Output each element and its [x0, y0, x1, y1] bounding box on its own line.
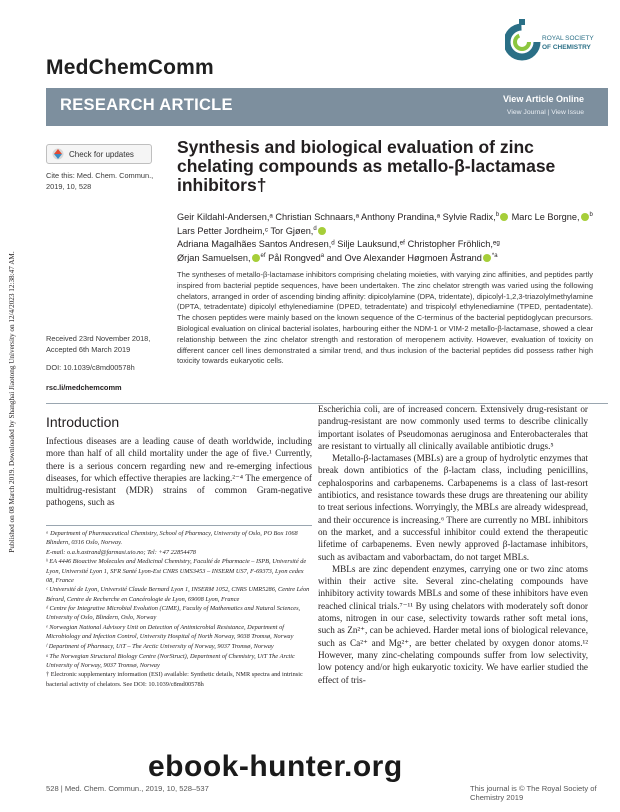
logo-line-2: OF CHEMISTRY — [542, 44, 591, 51]
authors-line-7: and Ove Alexander Høgmoen Åstrand — [326, 253, 482, 264]
article-title: Synthesis and biological evaluation of zinc chelating compounds as metallo-β-lactamase inhibitors† — [177, 137, 556, 195]
footnote: ᵈ Centre for Integrative Microbial Evolution (CIME), Faculty of Mathematics and Natural Sciences, University of Oslo, Blindern, Oslo, Norway — [46, 605, 301, 622]
journal-name[interactable]: MedChemComm — [46, 56, 214, 79]
check-for-updates-button[interactable] — [46, 144, 152, 164]
article-type-banner — [46, 88, 608, 126]
author-affil-sup: *a — [491, 253, 498, 260]
page-footer-citation: 528 | Med. Chem. Commun., 2019, 10, 528–537 — [46, 784, 209, 793]
authors-line-4: Adriana Magalhães Santos Andresen,ᵈ Silje Lauksund,ᵉᶠ Christopher Fröhlich,ᵉᵍ — [177, 238, 500, 249]
intro-paragraph-2: Escherichia coli, are of increased concern. Extensively drug-resistant or pandrug-resistant are now commonly used terms to describe clinically important isolates of Pseudomonas aeruginosa and Enterobacterales that are resistant to virtually all clinically available antibiotic drugs.⁵ — [318, 404, 588, 451]
logo-line-1: ROYAL SOCIETY — [542, 35, 594, 42]
esi-footnote: † Electronic supplementary information (ESI) available: Synthetic details, NMR spectra and intrinsic bacterial activity of chelators. See DOI: 10.1039/c8md00578h — [46, 671, 303, 688]
abstract: The syntheses of metallo-β-lactamase inhibitors comprising chelating moieties, with varying zinc affinities, and peptides partly inspired from bacterial peptide sequences, have been undertaken. The zinc chelator strength was varied using the following chelators, arranged in order of ascending binding affinity: dipicolylamine (DPA, tridentate), dipicolyl-1,2,3-triazolylmethylamine (DPTA, tetradentate) dipicolyl ethylenediamine (DPED, tetradentate) and trispicolyl ethylenediamine (TPED, pentadentate). The chosen peptides were mainly based on the known sequence of the C-terminus of the bacterial peptidoglycan precursors. Biological evaluation on clinical bacterial isolates, harbouring either the NDM-1 or VIM-2 metallo-β-lactamase, showed a clear relationship between the zinc chelator strength and restoration of meropenem activity. However, evaluation of toxicity on different cancer cell lines demonstrated a similar trend, and thus inclusion of the bacterial peptides did possess rather high toxicity towards eukaryotic cells. — [177, 270, 593, 366]
received-date: Received 23rd November 2018, — [46, 334, 151, 343]
body-column-right — [318, 403, 588, 686]
authors-line-2: Marc Le Borgne, — [511, 212, 580, 223]
intro-paragraph-4: MBLs are zinc dependent enzymes, carrying one or two zinc atoms within their active site. Several zinc-chelating compounds have inhibitory activity towards MBLs and some of these inhibitors have even reached clinical trials.⁷⁻¹¹ By using chelators with moderately soft donor atoms, nitrogen in our case, selectivity towards rather soft metal ions, such as Zn²⁺, can be achieved. Harder metal ions of biological relevance, such as Ca²⁺ and Mg²⁺, are better chelated by oxygen donor atoms.¹² However, many zinc-chelating compounds suffer from low selectivity, low potency and/or high eukaryotic toxicity. We have earlier studied the effect of tris- — [318, 563, 588, 685]
footnote: ᵍ The Norwegian Structural Biology Centre (NorStruct), Department of Chemistry, UiT The Arctic University of Norway, 9037 Tromsø, Norway — [46, 652, 295, 669]
author-affil-sup: ef — [260, 253, 266, 260]
check-for-updates-label: Check for updates — [69, 149, 134, 159]
body-column-left — [46, 435, 312, 509]
authors-line-5: Ørjan Samuelsen, — [177, 253, 251, 264]
journal-link[interactable]: rsc.li/medchemcomm — [46, 383, 122, 392]
authors-line-1: Geir Kildahl-Andersen,ᵃ Christian Schnaars,ᵃ Anthony Prandina,ᵃ Sylvie Radix, — [177, 212, 496, 223]
citation-line-1: Cite this: Med. Chem. Commun., — [46, 171, 154, 180]
orcid-icon[interactable] — [252, 254, 260, 262]
section-heading-introduction: Introduction — [46, 414, 120, 430]
footnote: ᵇ EA 4446 Bioactive Molecules and Medicinal Chemistry, Faculté de Pharmacie – ISPB, Université de Lyon, Université Lyon 1, SFR Santé Lyon-Est CNRS UMS3453 – INSERM US7, F-69373, Lyon cedex 08, France — [46, 558, 307, 584]
footnote: ᶜ Université de Lyon, Université Claude Bernard Lyon 1, INSERM 1052, CNRS UMR5286, Centre Léon Bérard, Centre de Recherche en Cancérologie de Lyon, 69008 Lyon, France — [46, 586, 310, 603]
orcid-icon[interactable] — [318, 227, 326, 235]
author-affil-sup: d — [313, 226, 317, 233]
doi[interactable]: DOI: 10.1039/c8md00578h — [46, 363, 135, 372]
article-dates — [46, 334, 166, 355]
orcid-icon[interactable] — [581, 213, 589, 221]
citation-info — [46, 171, 166, 192]
rsc-emblem-icon — [507, 19, 537, 57]
view-journal-issue-links[interactable]: View Journal | View Issue — [506, 109, 584, 116]
author-affil-sup: a — [320, 253, 325, 260]
intro-paragraph-1: Infectious diseases are a leading cause of death worldwide, including more than half of all child mortality under the age of five.¹ Currently, there is a serious concern regarding new and re-emerging infectious diseases, for which effective therapies are lacking.²⁻⁴ The emergence of multidrug-resistant (MDR) strains of common Gram-negative pathogens, such as — [46, 436, 312, 508]
orcid-icon[interactable] — [483, 254, 491, 262]
author-list — [177, 209, 595, 264]
footnote[interactable]: E-mail: o.a.h.astrand@farmasi.uio.no; Tel: +47 22854478 — [46, 548, 196, 556]
author-affil-sup: b — [589, 212, 593, 218]
watermark: ebook-hunter.org — [148, 750, 403, 783]
footnote-divider — [46, 525, 312, 526]
rsc-logo[interactable] — [505, 14, 605, 70]
intro-paragraph-3: Metallo-β-lactamases (MBLs) are a group of hydrolytic enzymes that break down antibiotics of the β-lactam class, including penicillins, cephalosporins and carbapenems. Carbapenems is a class of last-resort antibiotics, and resistance towards these drugs are threatening our ability to treat serious infections. Worryingly, the MBLs are already widespread, and their occurence is increasing.⁶ There are currently no MBL inhibitors on the market, and a successful inhibitor could extend the therapeutic lifetime of carbapenems. Even newly approved β-lactamase inhibitors, such as avibactam and vaborbactam, do not target MBLs. — [318, 453, 588, 562]
page-footer-copyright: This journal is © The Royal Society of Chemistry 2019 — [470, 784, 597, 802]
crossmark-icon — [52, 148, 64, 160]
authors-line-6: Pål Rongved — [268, 253, 321, 264]
accepted-date: Accepted 6th March 2019 — [46, 344, 131, 354]
orcid-icon[interactable] — [500, 213, 508, 221]
citation-line-2: 2019, 10, 528 — [46, 181, 92, 191]
authors-line-3: Lars Petter Jordheim,ᶜ Tor Gjøen, — [177, 226, 314, 237]
author-affil-sup: b — [495, 212, 500, 218]
article-type-label: RESEARCH ARTICLE — [60, 96, 233, 114]
footnote: ᵃ Department of Pharmaceutical Chemistry, School of Pharmacy, University of Oslo, PO Box 1068 Blindern, 0316 Oslo, Norway. — [46, 530, 298, 547]
download-stamp: Published on 08 March 2019. Downloaded by Shanghai Jiaotong University on 12/4/2023 12:38:47 AM. — [8, 251, 16, 553]
footnote: ᶠ Department of Pharmacy, UiT – The Arctic University of Norway, 9037 Tromsø, Norway — [46, 642, 274, 650]
footnote: ᵉ Norwegian National Advisory Unit on Detection of Antimicrobial Resistance, Department of Microbiology and Infection Control, University Hospital of North Norway, 9038 Tromsø, Norway — [46, 624, 294, 641]
view-article-online-link[interactable]: View Article Online — [502, 94, 584, 104]
affiliation-footnotes — [46, 529, 312, 689]
